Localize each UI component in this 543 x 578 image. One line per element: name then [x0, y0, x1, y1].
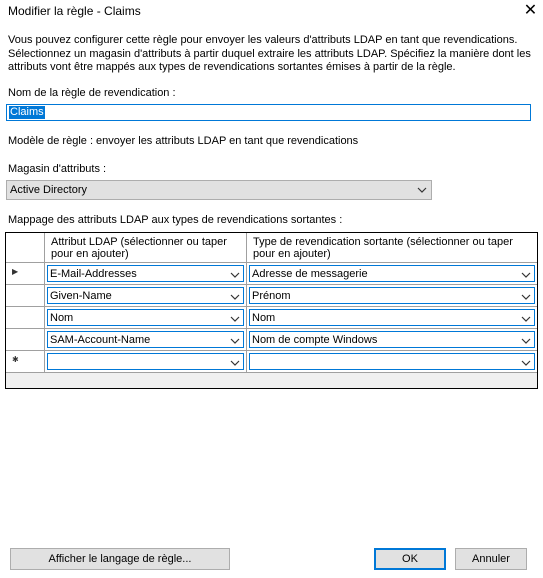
window-title: Modifier la règle - Claims [8, 4, 141, 18]
close-icon[interactable]: ✕ [523, 2, 538, 19]
rule-name-label: Nom de la règle de revendication : [8, 87, 176, 99]
claim-type-value: Adresse de messagerie [252, 268, 368, 280]
cancel-button[interactable]: Annuler [455, 548, 527, 570]
ok-button[interactable]: OK [374, 548, 446, 570]
ldap-attribute-cell [45, 263, 247, 285]
ldap-attribute-value: E-Mail-Addresses [50, 268, 137, 280]
chevron-down-icon [417, 185, 427, 195]
attribute-store-label: Magasin d'attributs : [8, 163, 107, 175]
mapping-grid [5, 232, 538, 389]
chevron-down-icon [230, 358, 240, 368]
claim-type-value: Nom [252, 312, 276, 324]
row-header[interactable] [6, 351, 45, 373]
rule-name-value: Claims [10, 106, 44, 118]
chevron-down-icon [521, 292, 531, 302]
ldap-attribute-value: Given-Name [50, 290, 112, 302]
rule-template-text: Modèle de règle : envoyer les attributs LDAP en tant que revendications [8, 135, 359, 147]
ldap-attribute-select[interactable] [47, 287, 244, 304]
mapping-label: Mappage des attributs LDAP aux types de revendications sortantes : [8, 214, 343, 226]
current-row-icon: ▶ [12, 267, 19, 276]
rule-name-input[interactable] [6, 104, 531, 121]
chevron-down-icon [521, 314, 531, 324]
row-header[interactable] [6, 329, 45, 351]
claim-type-select[interactable] [249, 309, 535, 326]
claim-type-value: Prénom [252, 290, 291, 302]
ldap-attribute-cell [45, 351, 247, 373]
row-header[interactable] [6, 307, 45, 329]
column-header-claim[interactable]: Type de revendication sortante (sélectionner ou taper pour en ajouter) [247, 233, 537, 263]
claim-type-cell [247, 329, 537, 351]
ldap-attribute-cell [45, 285, 247, 307]
ldap-attribute-value: Nom [50, 312, 74, 324]
new-row-icon: ✱ [12, 355, 19, 364]
row-header[interactable] [6, 285, 45, 307]
column-header-ldap[interactable]: Attribut LDAP (sélectionner ou taper pour en ajouter) [45, 233, 247, 263]
chevron-down-icon [230, 270, 240, 280]
attribute-store-select[interactable] [6, 180, 432, 200]
chevron-down-icon [521, 270, 531, 280]
ldap-attribute-select[interactable] [47, 265, 244, 282]
chevron-down-icon [521, 358, 531, 368]
view-rule-language-button[interactable]: Afficher le langage de règle... [10, 548, 230, 570]
row-header[interactable] [6, 263, 45, 285]
chevron-down-icon [521, 336, 531, 346]
ldap-attribute-cell [45, 329, 247, 351]
chevron-down-icon [230, 336, 240, 346]
claim-type-select[interactable] [249, 265, 535, 282]
claim-type-cell [247, 307, 537, 329]
ldap-attribute-select[interactable] [47, 331, 244, 348]
ldap-attribute-value: SAM-Account-Name [50, 334, 151, 346]
description-text: Vous pouvez configurer cette règle pour envoyer les valeurs d'attributs LDAP en tant que revendications. Sélectionnez un magasin d'attributs à partir duquel extraire les attributs LDAP. Spécifiez la manière dont les attributs vont être mappés aux types de revendications sortantes émises à partir de la règle. [8, 34, 531, 73]
claim-type-cell [247, 263, 537, 285]
grid-corner-header [6, 233, 45, 263]
ldap-attribute-cell [45, 307, 247, 329]
chevron-down-icon [230, 314, 240, 324]
claim-type-select[interactable] [249, 331, 535, 348]
claim-type-select[interactable] [249, 287, 535, 304]
chevron-down-icon [230, 292, 240, 302]
claim-type-value: Nom de compte Windows [252, 334, 378, 346]
claim-type-cell [247, 285, 537, 307]
ldap-attribute-select[interactable] [47, 309, 244, 326]
attribute-store-value: Active Directory [10, 184, 88, 196]
claim-type-select[interactable] [249, 353, 535, 370]
ldap-attribute-select[interactable] [47, 353, 244, 370]
claim-type-cell [247, 351, 537, 373]
